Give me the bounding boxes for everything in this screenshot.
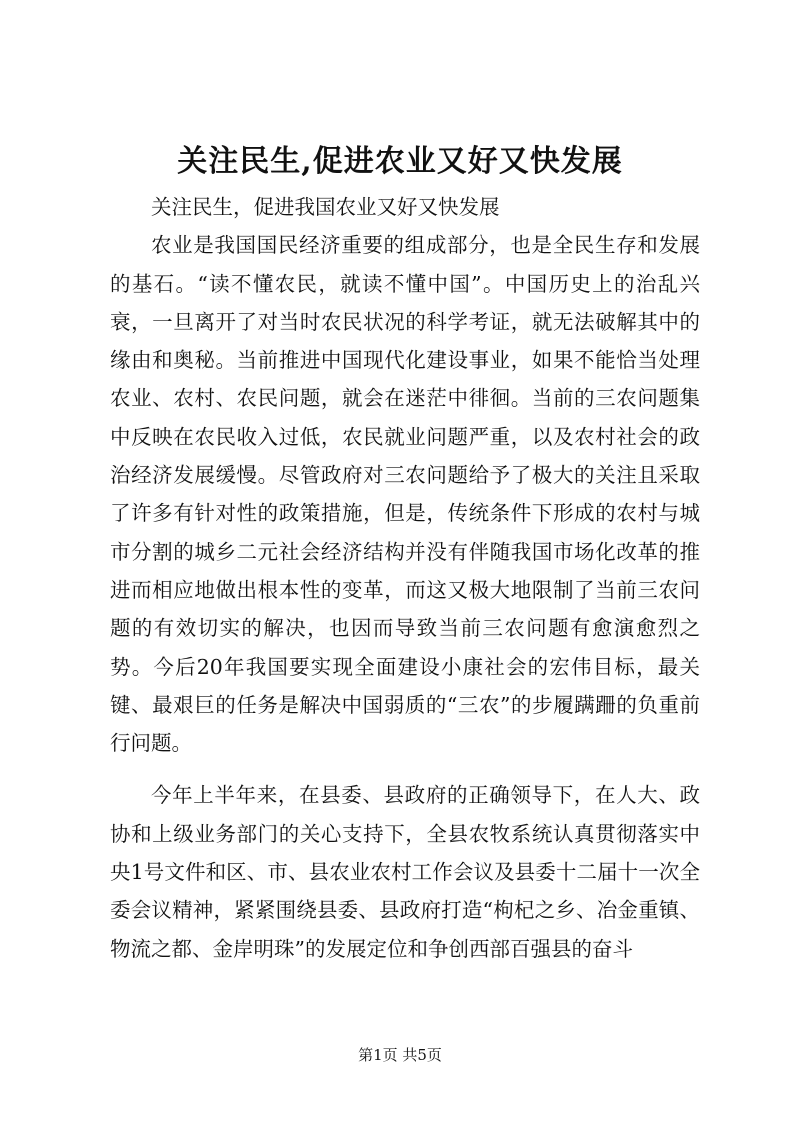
page-number-footer: 第1页 共5页 — [358, 1046, 442, 1064]
subtitle-paragraph: 关注民生，促进我国农业又好又快发展 — [151, 195, 500, 219]
document-title: 关注民生,促进农业又好又快发展 — [177, 144, 623, 179]
document-body — [110, 188, 700, 968]
body-paragraph-1: 农业是我国国民经济重要的组成部分，也是全民生存和发展的基石。“读不懂农民，就读不懂中国”。中国历史上的治乱兴衰，一旦离开了对当时农民状况的科学考证，就无法破解其中的缘由和奥秘。当前推进中国现代化建设事业，如果不能恰当处理农业、农村、农民问题，就会在迷茫中徘徊。当前的三农问题集中反映在农民收入过低，农民就业问题严重，以及农村社会的政治经济发展缓慢。尽管政府对三农问题给予了极大的关注且采取了许多有针对性的政策措施，但是，传统条件下形成的农村与城市分割的城乡二元社会经济结构并没有伴随我国市场化改革的推进而相应地做出根本性的变革，而这又极大地限制了当前三农问题的有效切实的解决，也因而导致当前三农问题有愈演愈烈之势。今后20年我国要实现全面建设小康社会的宏伟目标，最关键、最艰巨的任务是解决中国弱质的“三农”的步履蹒跚的负重前行问题。 — [110, 233, 700, 756]
body-paragraph-2: 今年上半年来，在县委、县政府的正确领导下，在人大、政协和上级业务部门的关心支持下，全县农牧系统认真贯彻落实中央1号文件和区、市、县农业农村工作会议及县委十二届十一次全委会议精神，紧紧围绕县委、县政府打造“枸杞之乡、冶金重镇、物流之都、金岸明珠”的发展定位和争创西部百强县的奋斗 — [110, 783, 700, 961]
